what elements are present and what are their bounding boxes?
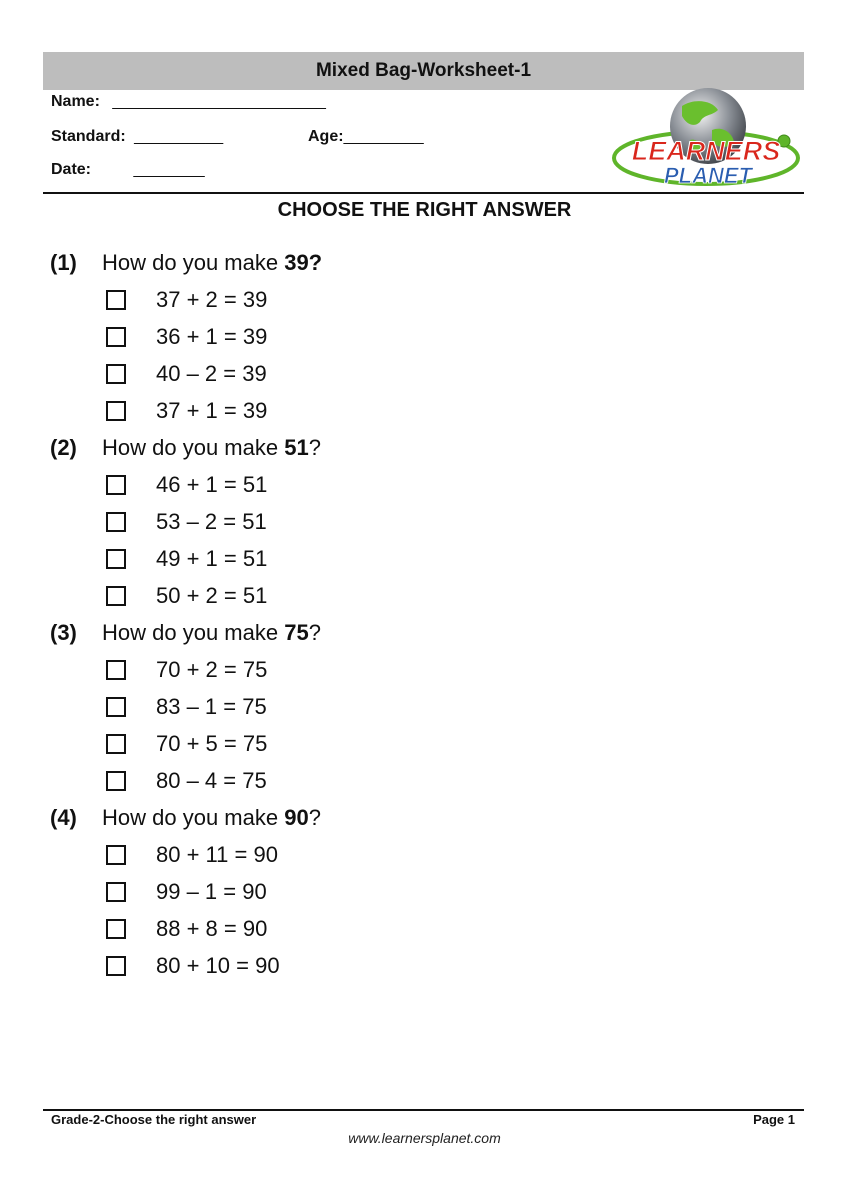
question-4 — [50, 799, 750, 984]
answer-option[interactable] — [50, 355, 750, 392]
age-blank: _________ — [343, 128, 424, 145]
question-2 — [50, 429, 750, 614]
date-field[interactable] — [51, 161, 205, 179]
standard-label: Standard: — [51, 128, 126, 145]
checkbox[interactable] — [106, 882, 126, 902]
answer-option[interactable] — [50, 836, 750, 873]
checkbox[interactable] — [106, 401, 126, 421]
standard-field[interactable] — [51, 128, 223, 146]
question-1 — [50, 244, 750, 429]
question-text: How do you make 90? — [102, 804, 321, 830]
logo-text-top: LEARNERS — [631, 136, 781, 166]
footer-divider — [43, 1109, 804, 1111]
option-label: 99 – 1 = 90 — [156, 878, 267, 904]
question-text: How do you make 75? — [102, 619, 321, 645]
checkbox[interactable] — [106, 697, 126, 717]
question-target: 39? — [284, 249, 323, 275]
question-target: 90 — [284, 804, 309, 830]
page-number: Page 1 — [753, 1112, 795, 1127]
option-label: 36 + 1 = 39 — [156, 323, 268, 349]
section-heading: CHOOSE THE RIGHT ANSWER — [277, 199, 572, 221]
question-target: 51 — [284, 434, 309, 460]
question-list — [50, 244, 750, 984]
question-text: How do you make 39? — [102, 249, 323, 275]
answer-option[interactable] — [50, 873, 750, 910]
checkbox[interactable] — [106, 845, 126, 865]
answer-option[interactable] — [50, 651, 750, 688]
checkbox[interactable] — [106, 660, 126, 680]
logo-text-bottom: PLANET — [664, 163, 752, 188]
answer-option[interactable] — [50, 688, 750, 725]
checkbox[interactable] — [106, 475, 126, 495]
answer-option[interactable] — [50, 392, 750, 429]
checkbox[interactable] — [106, 290, 126, 310]
answer-option[interactable] — [50, 466, 750, 503]
option-label: 46 + 1 = 51 — [156, 471, 268, 497]
option-label: 70 + 5 = 75 — [156, 730, 268, 756]
date-label: Date: — [51, 161, 92, 178]
checkbox[interactable] — [106, 586, 126, 606]
option-label: 37 + 2 = 39 — [156, 286, 268, 312]
learners-planet-logo — [608, 88, 804, 192]
footer-grade-label: Grade-2-Choose the right answer — [51, 1112, 257, 1127]
question-number: (3) — [50, 619, 77, 645]
checkbox[interactable] — [106, 364, 126, 384]
answer-option[interactable] — [50, 281, 750, 318]
checkbox[interactable] — [106, 734, 126, 754]
option-label: 80 – 4 = 75 — [156, 767, 267, 793]
age-field[interactable] — [308, 128, 424, 146]
option-label: 80 + 11 = 90 — [156, 841, 278, 867]
option-label: 37 + 1 = 39 — [156, 397, 268, 423]
answer-option[interactable] — [50, 577, 750, 614]
checkbox[interactable] — [106, 919, 126, 939]
question-3 — [50, 614, 750, 799]
answer-option[interactable] — [50, 910, 750, 947]
question-number: (2) — [50, 434, 77, 460]
age-label: Age: — [308, 128, 344, 145]
question-target: 75 — [284, 619, 309, 645]
name-blank: ________________________ — [112, 93, 326, 110]
question-number: (4) — [50, 804, 77, 830]
option-label: 49 + 1 = 51 — [156, 545, 268, 571]
answer-option[interactable] — [50, 503, 750, 540]
question-text: How do you make 51? — [102, 434, 321, 460]
option-label: 88 + 8 = 90 — [156, 915, 268, 941]
option-label: 50 + 2 = 51 — [156, 582, 268, 608]
checkbox[interactable] — [106, 512, 126, 532]
checkbox[interactable] — [106, 771, 126, 791]
option-label: 53 – 2 = 51 — [156, 508, 267, 534]
question-number: (1) — [50, 249, 77, 275]
option-label: 70 + 2 = 75 — [156, 656, 268, 682]
website-link[interactable]: www.learnersplanet.com — [348, 1130, 501, 1146]
checkbox[interactable] — [106, 549, 126, 569]
name-field[interactable] — [51, 93, 326, 111]
name-label: Name: — [51, 93, 100, 110]
answer-option[interactable] — [50, 725, 750, 762]
option-label: 40 – 2 = 39 — [156, 360, 267, 386]
worksheet-title: Mixed Bag-Worksheet-1 — [43, 52, 804, 90]
option-label: 80 + 10 = 90 — [156, 952, 280, 978]
answer-option[interactable] — [50, 318, 750, 355]
standard-blank: __________ — [134, 128, 224, 145]
answer-option[interactable] — [50, 762, 750, 799]
option-label: 83 – 1 = 75 — [156, 693, 267, 719]
answer-option[interactable] — [50, 947, 750, 984]
date-blank: ________ — [133, 161, 205, 178]
checkbox[interactable] — [106, 956, 126, 976]
answer-option[interactable] — [50, 540, 750, 577]
checkbox[interactable] — [106, 327, 126, 347]
header-divider — [43, 192, 804, 194]
